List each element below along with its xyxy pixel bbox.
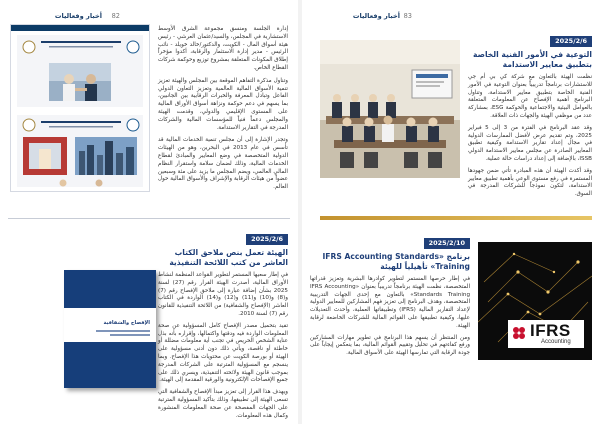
training-room-photo <box>320 40 460 178</box>
paragraph: وقد أكدت الهيئة أن هذه المبادرة تأتي ضمن جهودها المستمرة في رفع مستوى الوعي بأهمية تطبيق معايير الاستدامة، لتكون نموذجاً للشركات المدرجة في السوق. <box>468 167 592 198</box>
paragraph: وتجدر الإشارة إلى أن مجلس تنمية الخدمات المالية قد تأسس في عام 2013 في البحرين، وهو من الهيئات الدولية المتخصصة في وضع المعايير والمبادئ لقطاع الخدمات المالية، وذلك لضمان سلامة واستقرار النظام المالي العالمي، ويضم المجلس ما يزيد على مئة وسبعين عضواً من هيئات الرقابة والإشراف والأسواق المالية حول العالم. <box>158 137 288 191</box>
article-date: 2025/2/6 <box>246 234 288 245</box>
left-page-continued-text <box>158 26 288 192</box>
article-date: 2025/2/6 <box>550 36 592 47</box>
paragraph: وتناول مذكرة التفاهم الموقعة بين المجلس والهيئة تعزيز تنمية الأسواق المالية العالمية وتعزيز التعاون الدولي الفاعل وتبادل المعرفة والخبرات الرقابية بين الجانبين، بما يسهم في دعم حوكمة ونزاهة أسواق الأوراق المالية على المستوى الإقليمي والدولي، وقدمت الهيئة والمجلس دعماً فنياً للمؤسسات المالية والشركات المدرجة في التقارير الاستدامة. <box>158 77 288 131</box>
running-head-left: أخبار وفعاليات <box>54 12 102 20</box>
disclosure-article <box>158 226 288 420</box>
mou-brochure-image <box>10 24 150 192</box>
article-headline: التوعية في الأمور الفنية الخاصة بتطبيق معايير الاستدامة <box>473 50 592 69</box>
paragraph: في إطار حرصها المستمر لتطوير كوادرها البشرية وتعزيز قدراتها المتخصصة، نظمت الهيئة برنامجاً تدريبياً بعنوان «IFRS Accounting Standards Training» بالتعاون مع إحدى الجهات التدريبية المتخصصة، وهدف البرنامج إلى تعزيز فهم المشاركين للمعايير الدولية لإعداد التقارير المالية (IFRS) وتطبيقاتها العملية، وأحدث التعديلات عليها، وكيفية تطبيقها على القوائم المالية للشركات الخاضعة لرقابة الهيئة. <box>310 276 470 329</box>
article-date: 2025/2/10 <box>424 238 470 249</box>
left-page <box>0 0 298 424</box>
article-headline: الهيئة تعمل بنص ملاحق الكتاب العاشر من كتب اللائحة التنفيذية <box>169 248 288 267</box>
running-head-right: أخبار وفعاليات <box>352 12 400 20</box>
sustainability-article <box>468 28 592 199</box>
paragraph: تفيد بتحميل مصدر الإفصاح كامل المسؤولية عن صحة المعلومات الواردة فيه ودقتها واكتمالها، وإقراره بأنه بذل عناية الشخص الحريص في تجنب أية معلومات مضللة أو خاطئة أو ناقصة، ويأتي ذلك دون أدنى مسؤولية على الهيئة أو بورصة الكويت عن محتويات هذا الإفصاح. وبما ينسجم مع المسؤولية المترتبة على الشركات المدرجة بموجب قانون الهيئة ولائحته التنفيذية، ويسري ذلك على جميع الإفصاحات الإلكترونية والورقية المقدمة إلى الهيئة. <box>158 322 288 384</box>
paragraph: في إطار سعيها المستمر لتطوير القواعد المنظمة لنشاط الأوراق المالية، أصدرت الهيئة القرار رقم (27) لسنة 2025 بشأن إضافة عبارة إلى ملاحق الإفصاح رقم (7) و(8) و(10) و(11) و(12) و(14) الواردة في الكتاب العاشر (الإفصاح والشفافية) من اللائحة التنفيذية للقانون رقم (7) لسنة 2010. <box>158 272 289 317</box>
article-headline: برنامج «IFRS Accounting Standards Training» تأهيلياً للهيئة <box>322 252 470 271</box>
paragraph: وقد عقد البرنامج في الفترة من 3 إلى 5 فبراير 2025، وتم تقديم عرض لأفضل الممارسات الدولية في مجال إعداد تقارير الاستدامة وكيفية تطبيق المعايير الصادرة عن مجلس معايير الاستدامة الدولي ISSB، بالإضافة إلى إعداد دراسات حالة عملية. <box>468 124 592 162</box>
paragraph: ومن المنتظر أن يسهم هذا البرنامج في تطوير مهارات المشاركين ورفع كفاءتهم في تحليل وتقييم القوائم المالية، بما ينعكس إيجاباً على جودة الرقابة التي تمارسها الهيئة على الأسواق المالية. <box>310 334 470 357</box>
ifrs-logo-word: IFRS <box>530 321 571 340</box>
gold-rule <box>320 216 592 220</box>
page-number-right: 83 <box>403 12 412 20</box>
right-page <box>302 0 600 424</box>
paragraph: إدارة الجلسة ومنسق مجموعة الشرق الأوسط الاستشارية في المجلس، والسيد/عثمان العرشي - رئيس هيئة أسواق المال - الكويت، والدكتور/خالد خويلد - نائب الرئيس - مدير إدارة الاستثمار والرقابة، أكدوا مؤخراً إطلاق المكونات المتعلقة بمشروع توزيع وحوكمة شركات القطاع الخاص. <box>158 26 288 71</box>
paragraph: نظمت الهيئة بالتعاون مع شركة كي بي أم جي للاستشارات برنامجاً تدريبياً بعنوان التوعية في الأمور الفنية الخاصة بتطبيق معايير الاستدامة، وتناول البرنامج أهمية الإفصاح عن المعلومات المتعلقة بالعوامل البيئية والاجتماعية والحوكمة ESG، بمشاركة عدد من موظفي الهيئة والجهات ذات العلاقة. <box>468 74 593 119</box>
divider <box>8 218 290 219</box>
booklet-title: الإفصاح والشفافية <box>103 320 150 326</box>
ifrs-logo-sub: Accounting <box>541 339 571 345</box>
ifrs-article <box>310 230 470 358</box>
ifrs-mark-icon <box>512 326 526 340</box>
ifrs-photo <box>478 242 592 360</box>
paragraph: ويهدف هذا القرار إلى تعزيز مبدأ الإفصاح والشفافية التي تسعى الهيئة إلى تطبيقها، وذلك بتأكيد المسؤولية المترتبة على الجهات المفصحة عن صحة المعلومات المنشورة وكمال هذه المعلومات. <box>158 389 288 419</box>
ifrs-logo <box>508 320 584 348</box>
disclosure-booklet-image <box>64 270 156 388</box>
page-number-left: 82 <box>111 12 120 20</box>
